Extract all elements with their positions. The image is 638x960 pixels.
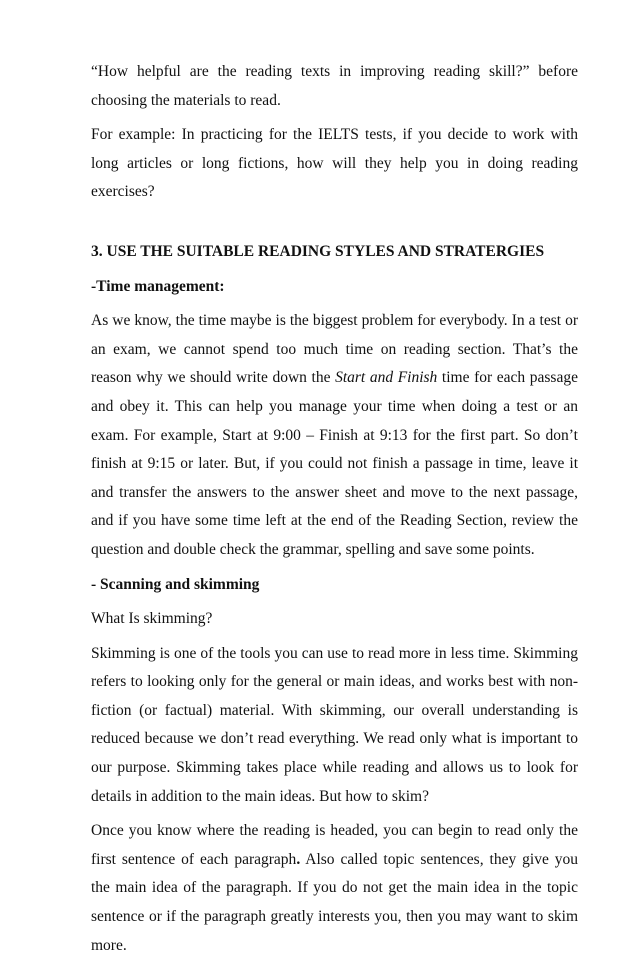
subheading-time-management: -Time management:: [91, 277, 225, 295]
text-run: time for each passage and obey it. This can help you manage your time when doing a test or an exam. For example, Start at 9:00 – Finish at 9:13 for the first part. So don’t finish at 9:15 or later. But, if you could not finish a passage in time, leave it and transfer the answers to the answer sheet and move to the next passage, and if you have some time left at the end of the Reading Section, review the question and double check the grammar, spelling and save some points.: [91, 369, 578, 558]
bold-period: .: [296, 850, 301, 868]
italic-comma: ,: [479, 850, 484, 868]
time-management-paragraph: [91, 307, 578, 564]
document-page: [91, 58, 578, 960]
emphasis-start-finish: Start and Finish: [335, 369, 438, 387]
text-run: Also called topic sentences: [300, 850, 480, 868]
what-is-skimming: What Is skimming?: [91, 610, 213, 628]
topic-sentence-paragraph: [91, 817, 578, 960]
spacer: [91, 207, 578, 232]
subheading-scanning-skimming: - Scanning and skimming: [91, 575, 260, 593]
intro-paragraph-1: “How helpful are the reading texts in improving reading skill?” before choosing the materials to read.: [91, 63, 578, 109]
section-heading: 3. USE THE SUITABLE READING STYLES AND STRATERGIES: [91, 242, 545, 260]
text-run: As we know, the time maybe is the biggest problem for everybody. In a test or an exam, we cannot spend too much time on reading section. That’s the reason why we should write down the: [91, 312, 578, 387]
text-run: Once you know where the reading is headed, you can begin to read only the first sentence of each paragraph: [91, 822, 578, 868]
skimming-paragraph: Skimming is one of the tools you can use to read more in less time. Skimming refers to looking only for the general or main ideas, and works best with non-fiction (or factual) material. With skimming, our overall understanding is reduced because we don’t read everything. We read only what is important to our purpose. Skimming takes place while reading and allows us to look for details in addition to the main ideas. But how to skim?: [91, 644, 578, 805]
text-run: they give you the main idea of the paragraph. If you do not get the main idea in the topic sentence or if the paragraph greatly interests you, then you may want to skim more.: [91, 850, 579, 954]
intro-paragraph-2: For example: In practicing for the IELTS tests, if you decide to work with long articles or long fictions, how will they help you in doing reading exercises?: [91, 126, 578, 201]
